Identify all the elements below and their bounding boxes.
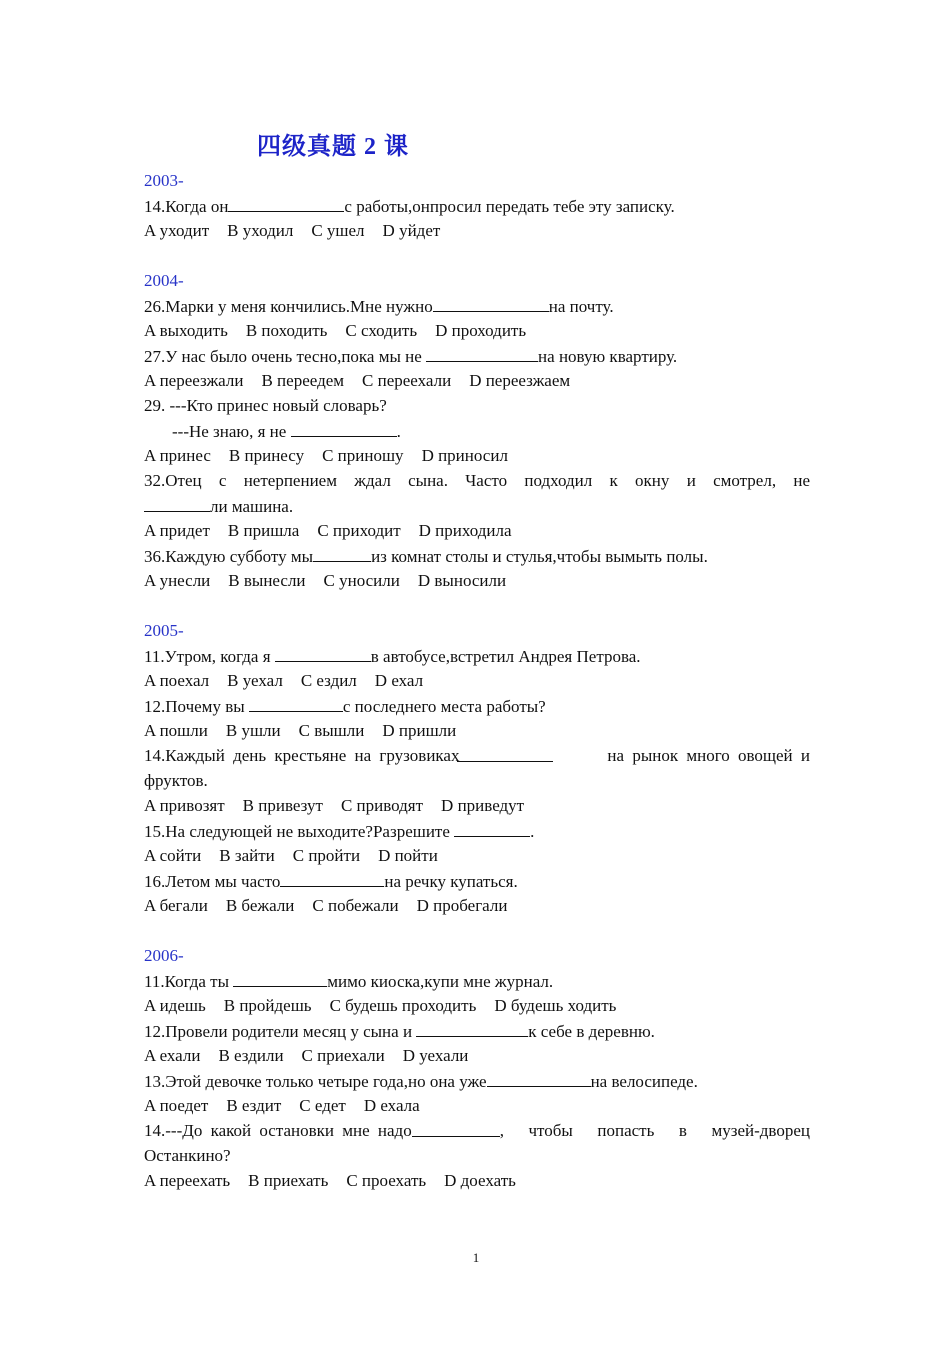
option-a[interactable]: A поехал [144, 671, 210, 690]
option-c[interactable]: C приехали [301, 1046, 385, 1065]
option-b[interactable]: B приехать [248, 1171, 329, 1190]
option-b[interactable]: B уходил [227, 221, 294, 240]
option-d[interactable]: D пойти [378, 846, 438, 865]
section-year-2006: 2006- [144, 946, 184, 965]
option-a[interactable]: A сойти [144, 846, 202, 865]
option-d[interactable]: D пришли [382, 721, 457, 740]
answer-blank[interactable] [291, 418, 397, 437]
options-2006-11 [144, 993, 810, 1018]
option-a[interactable]: A идешь [144, 996, 206, 1015]
question-2004-27: 27.У нас было очень тесно,пока мы не на новую квартиру. [144, 343, 810, 368]
option-b[interactable]: B пройдешь [223, 996, 312, 1015]
options-2004-36 [144, 568, 810, 593]
option-b[interactable]: B походить [245, 321, 328, 340]
options-2006-13 [144, 1093, 810, 1118]
options-2006-12 [144, 1043, 810, 1068]
option-a[interactable]: A унесли [144, 571, 211, 590]
options-2004-26 [144, 318, 810, 343]
options-2005-12 [144, 718, 810, 743]
option-d[interactable]: D переезжаем [469, 371, 571, 390]
question-list [144, 168, 810, 1193]
option-c[interactable]: C побежали [312, 896, 399, 915]
options-2005-15 [144, 843, 810, 868]
page-title: 四级真题 2 课 [257, 134, 409, 160]
option-a[interactable]: A переезжали [144, 371, 244, 390]
section-year-2005: 2005- [144, 621, 184, 640]
answer-blank[interactable] [454, 818, 530, 837]
option-d[interactable]: D будешь ходить [494, 996, 617, 1015]
question-2004-26: 26.Марки у меня кончились.Мне нужно на почту. [144, 293, 810, 318]
question-2004-29-reply: ---Не знаю, я не . [144, 418, 810, 443]
option-d[interactable]: D доехать [444, 1171, 516, 1190]
option-a[interactable]: A переехать [144, 1171, 231, 1190]
question-2006-13: 13.Этой девочке только четыре года,но она уже на велосипеде. [144, 1068, 810, 1093]
question-2005-11: 11.Утром, когда я в автобусе,встретил Андрея Петрова. [144, 643, 810, 668]
option-d[interactable]: D пробегали [416, 896, 508, 915]
option-b[interactable]: B переедем [261, 371, 345, 390]
options-2005-14 [144, 793, 810, 818]
answer-blank[interactable] [412, 1118, 500, 1137]
option-b[interactable]: B ездит [226, 1096, 282, 1115]
answer-blank[interactable] [233, 968, 327, 987]
option-c[interactable]: C уносили [323, 571, 400, 590]
option-a[interactable]: A поедет [144, 1096, 209, 1115]
option-c[interactable]: C приношу [322, 446, 404, 465]
option-b[interactable]: B пришла [227, 521, 300, 540]
option-c[interactable]: C ездил [300, 671, 357, 690]
options-2003-14 [144, 218, 810, 243]
option-c[interactable]: C вышли [298, 721, 365, 740]
answer-blank[interactable] [433, 293, 549, 312]
answer-blank[interactable] [144, 493, 210, 512]
option-a[interactable]: A выходить [144, 321, 228, 340]
option-c[interactable]: C переехали [362, 371, 452, 390]
option-c[interactable]: C пройти [292, 846, 361, 865]
option-b[interactable]: B бежали [225, 896, 295, 915]
option-d[interactable]: D уехали [402, 1046, 469, 1065]
option-a[interactable]: A принес [144, 446, 211, 465]
option-b[interactable]: B уехал [227, 671, 283, 690]
question-2006-11: 11.Когда ты мимо киоска,купи мне журнал. [144, 968, 810, 993]
option-a[interactable]: A уходит [144, 221, 210, 240]
question-2006-12: 12.Провели родители месяц у сына и к себе в деревню. [144, 1018, 810, 1043]
options-2004-29 [144, 443, 810, 468]
question-2005-16: 16.Летом мы часто на речку купаться. [144, 868, 810, 893]
answer-blank[interactable] [313, 543, 371, 562]
option-d[interactable]: D проходить [435, 321, 527, 340]
option-d[interactable]: D приведут [441, 796, 525, 815]
option-b[interactable]: B привезут [242, 796, 323, 815]
question-2005-14-cont: фруктов. [144, 771, 208, 790]
option-d[interactable]: D приносил [421, 446, 508, 465]
option-a[interactable]: A бегали [144, 896, 208, 915]
option-c[interactable]: C едет [299, 1096, 346, 1115]
option-a[interactable]: A ехали [144, 1046, 201, 1065]
option-b[interactable]: B ушли [225, 721, 281, 740]
option-c[interactable]: C будешь проходить [329, 996, 477, 1015]
options-2005-16 [144, 893, 810, 918]
option-b[interactable]: B вынесли [228, 571, 306, 590]
option-d[interactable]: D уйдет [382, 221, 441, 240]
question-2005-14: 14.Каждый день крестьяне на грузовиках на рынок много овощей и [144, 743, 810, 768]
answer-blank[interactable] [457, 743, 553, 762]
options-2004-32 [144, 518, 810, 543]
question-2004-32-cont: ли машина. [144, 493, 810, 518]
option-c[interactable]: C приходит [317, 521, 401, 540]
option-b[interactable]: B принесу [228, 446, 305, 465]
option-c[interactable]: C сходить [345, 321, 418, 340]
question-2004-29: 29. ---Кто принес новый словарь? [144, 396, 387, 415]
option-c[interactable]: C ушел [311, 221, 365, 240]
question-2003-14: 14.Когда он с работы,онпросил передать тебе эту записку. [144, 193, 810, 218]
answer-blank[interactable] [280, 868, 384, 887]
option-b[interactable]: B ездили [218, 1046, 284, 1065]
option-d[interactable]: D ехал [374, 671, 424, 690]
options-2006-14 [144, 1168, 810, 1193]
question-2006-14: 14.---До какой остановки мне надо , чтобы попасть в музей-дворец [144, 1118, 810, 1143]
option-d[interactable]: D ехала [363, 1096, 420, 1115]
question-2005-12: 12.Почему вы с последнего места работы? [144, 693, 810, 718]
section-year-2003: 2003- [144, 171, 184, 190]
options-2005-11 [144, 668, 810, 693]
question-2006-14-cont: Останкино? [144, 1146, 231, 1165]
question-2004-32: 32.Отец с нетерпением ждал сына. Часто подходил к окну и смотрел, не [144, 471, 810, 490]
answer-blank[interactable] [249, 693, 343, 712]
option-a[interactable]: A привозят [144, 796, 225, 815]
option-c[interactable]: C проехать [346, 1171, 427, 1190]
answer-blank[interactable] [275, 643, 371, 662]
section-year-2004: 2004- [144, 271, 184, 290]
option-a[interactable]: A пошли [144, 721, 208, 740]
option-d[interactable]: D приходила [418, 521, 512, 540]
option-a[interactable]: A придет [144, 521, 210, 540]
answer-blank[interactable] [416, 1018, 528, 1037]
page-number: 1 [472, 1250, 480, 1265]
question-2004-36: 36.Каждую субботу мы из комнат столы и стулья,чтобы вымыть полы. [144, 543, 810, 568]
option-c[interactable]: C приводят [340, 796, 424, 815]
options-2004-27 [144, 368, 810, 393]
option-b[interactable]: B зайти [219, 846, 275, 865]
answer-blank[interactable] [487, 1068, 591, 1087]
answer-blank[interactable] [426, 343, 538, 362]
question-2005-15: 15.На следующей не выходите?Разрешите . [144, 818, 810, 843]
option-d[interactable]: D выносили [417, 571, 507, 590]
answer-blank[interactable] [228, 193, 344, 212]
